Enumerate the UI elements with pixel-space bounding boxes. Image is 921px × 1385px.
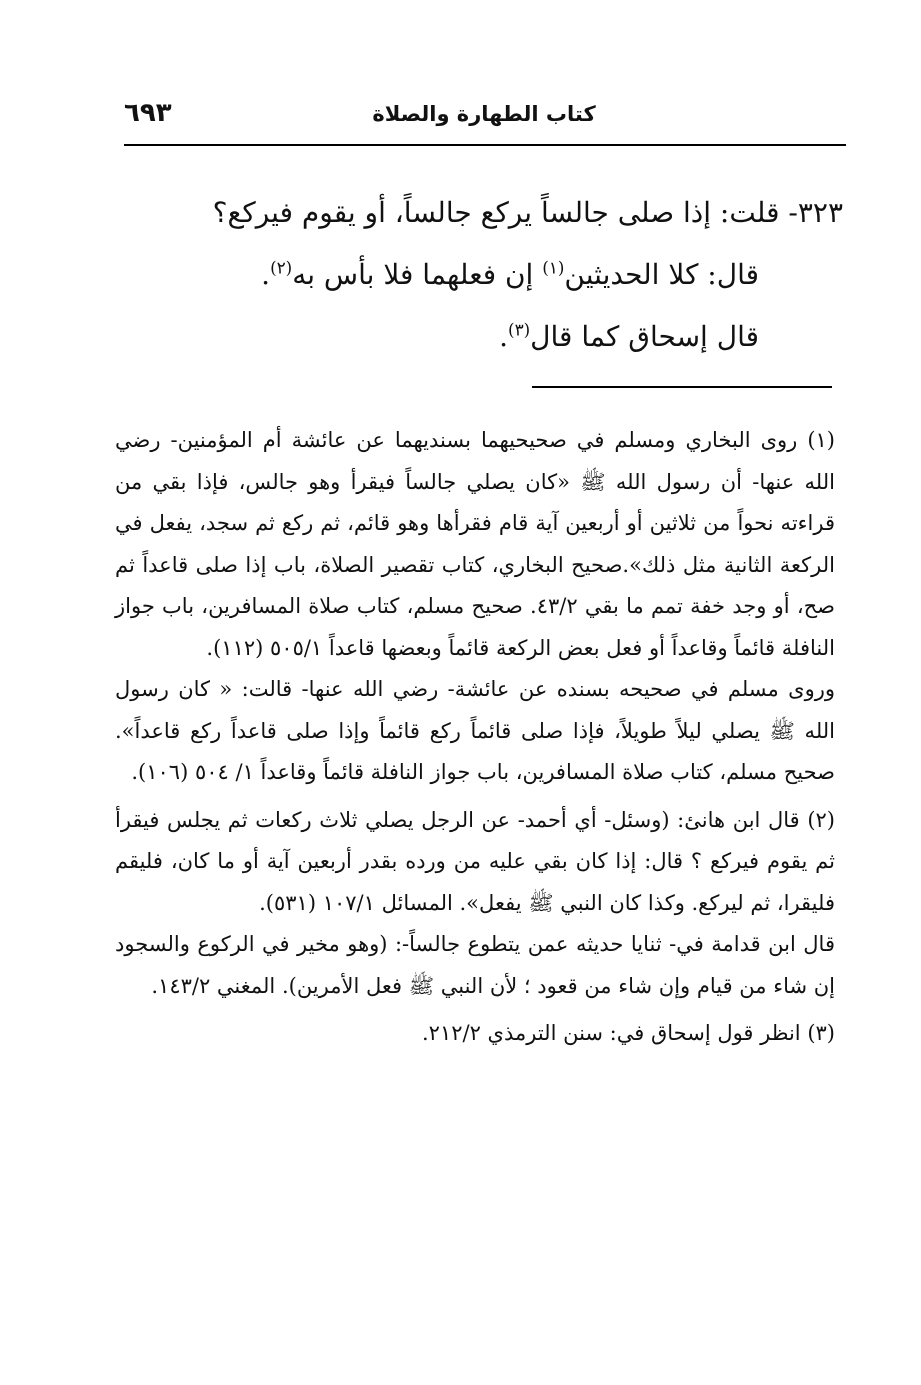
footnote-3: (٣) انظر قول إسحاق في: سنن الترمذي ٢١٢/٢. <box>421 1021 835 1045</box>
footnote-divider <box>532 386 832 388</box>
footnote-1-para-1: (١) روى البخاري ومسلم في صحيحيهما بسنديهما عن عائشة أم المؤمنين- رضي الله عنها- أن رسول الله ﷺ «كان يصلي جالساً فيقرأ وهو جالس، فإذا بقي من قراءته نحواً من ثلاثين أو أربعين آية قام فقرأها وهو قائم، ثم ركع ثم سجد، يفعل في الركعة الثانية مثل ذلك».صحيح البخاري، كتاب تقصير الصلاة، باب إذا صلى قاعداً ثم صح، أو وجد خفة تمم ما بقي ٤٣/٢. صحيح مسلم، كتاب صلاة المسافرين، باب جواز النافلة قائماً وقاعداً أو فعل بعض الركعة قائماً وبعضها قاعداً ٥٠٥/١ (١١٢). <box>115 428 835 660</box>
footnote-2-para-2: قال ابن قدامة في- ثنايا حديثه عمن يتطوع جالساً-: (وهو مخير في الركوع والسجود إن شاء من قيام وإن شاء من قعود ؛ لأن النبي ﷺ فعل الأمرين). المغني ١٤٣/٢. <box>115 932 835 998</box>
footnote-ref-1[interactable]: (١) <box>542 257 565 278</box>
answer-2-text-c: . <box>499 320 509 353</box>
answer-1-text-c: . <box>261 258 271 291</box>
answer-1-text-b: إن فعلهما فلا بأس به <box>292 258 543 291</box>
answer-1-text-a: قال: كلا الحديثين <box>564 258 759 291</box>
footnote-ref-3[interactable]: (٣) <box>508 319 531 340</box>
header-divider <box>124 144 846 146</box>
footnote-1-para-2: وروى مسلم في صحيحه بسنده عن عائشة- رضي الله عنها- قالت: « كان رسول الله ﷺ يصلي ليلاً طويلاً، فإذا صلى قائماً ركع قائماً وإذا صلى قاعداً ركع قاعداً». صحيح مسلم، كتاب صلاة المسافرين، باب جواز النافلة قائماً وقاعداً ١/ ٥٠٤ (١٠٦). <box>115 677 835 784</box>
running-header <box>124 96 844 146</box>
main-text <box>143 182 843 368</box>
answer-line-2 <box>143 306 843 368</box>
footnotes <box>115 420 835 1055</box>
answer-2-text-a: قال إسحاق كما قال <box>530 320 759 353</box>
question-line: ٣٢٣- قلت: إذا صلى جالساً يركع جالساً، أو يقوم فيركع؟ <box>212 196 843 229</box>
page-number: ٦٩٣ <box>124 98 172 128</box>
answer-line-1 <box>143 244 843 306</box>
footnote-2-para-1: (٢) قال ابن هانئ: (وسئل- أي أحمد- عن الرجل يصلي ثلاث ركعات ثم يجلس فيقرأ ثم يقوم فيركع ؟ قال: إذا كان بقي عليه من ورده بقدر أربعين آية أو ما كان، فليقم فليقرا، ثم ليركع. وكذا كان النبي ﷺ يفعل». المسائل ١٠٧/١ (٥٣١). <box>115 807 835 915</box>
footnote-ref-2[interactable]: (٢) <box>270 257 293 278</box>
header-title: كتاب الطهارة والصلاة <box>372 102 596 126</box>
